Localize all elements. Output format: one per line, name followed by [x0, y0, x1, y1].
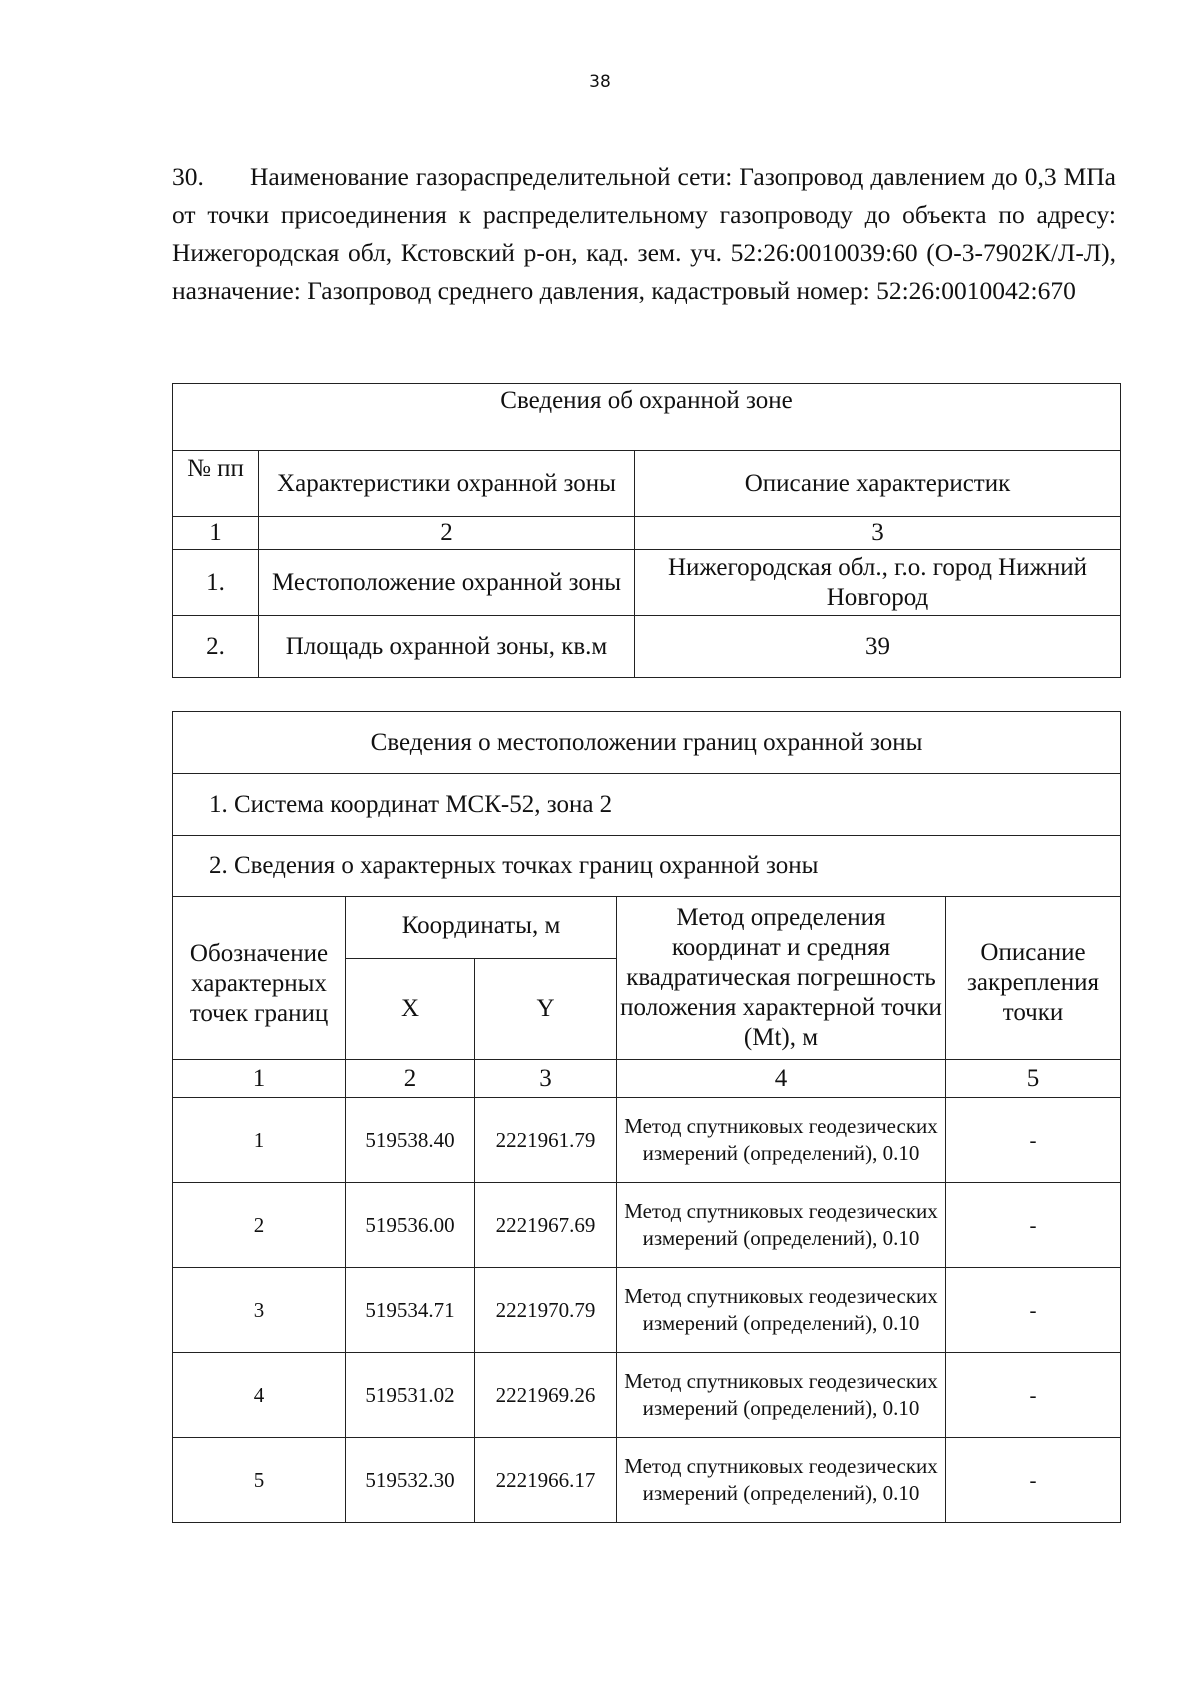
boundary-table — [172, 711, 1121, 1523]
point-id: 1 — [173, 1098, 346, 1183]
column-number: 3 — [635, 517, 1121, 550]
row-num: 2. — [173, 616, 259, 678]
row-description: Нижегородская обл., г.о. город Нижний Новгород — [635, 550, 1121, 616]
header-coordinates: Координаты, м — [346, 897, 617, 959]
column-number: 4 — [617, 1060, 946, 1098]
point-method: Метод спутниковых геодезических измерений (определений), 0.10 — [617, 1183, 946, 1268]
point-id: 2 — [173, 1183, 346, 1268]
row-characteristic: Местоположение охранной зоны — [259, 550, 635, 616]
point-method: Метод спутниковых геодезических измерений (определений), 0.10 — [617, 1098, 946, 1183]
point-y: 2221966.17 — [475, 1438, 617, 1523]
point-x: 519538.40 — [346, 1098, 475, 1183]
column-number: 1 — [173, 517, 259, 550]
row-description: 39 — [635, 616, 1121, 678]
point-x: 519534.71 — [346, 1268, 475, 1353]
column-number: 2 — [259, 517, 635, 550]
header-method: Метод определения координат и средняя квадратическая погрешность положения характерной точки (Mt), м — [617, 897, 946, 1060]
point-y: 2221961.79 — [475, 1098, 617, 1183]
points-title: 2. Сведения о характерных точках границ охранной зоны — [173, 836, 1121, 897]
header-designation: Обозначение характерных точек границ — [173, 897, 346, 1060]
header-characteristic: Характеристики охранной зоны — [259, 451, 635, 517]
point-id: 4 — [173, 1353, 346, 1438]
point-x: 519532.30 — [346, 1438, 475, 1523]
header-description: Описание характеристик — [635, 451, 1121, 517]
point-id: 3 — [173, 1268, 346, 1353]
page-number: 38 — [589, 72, 611, 92]
item-number: 30. — [172, 162, 204, 191]
header-y: Y — [475, 959, 617, 1060]
point-fixing: - — [946, 1438, 1121, 1523]
zone-info-table — [172, 383, 1121, 678]
point-method: Метод спутниковых геодезических измерений (определений), 0.10 — [617, 1353, 946, 1438]
point-fixing: - — [946, 1183, 1121, 1268]
row-characteristic: Площадь охранной зоны, кв.м — [259, 616, 635, 678]
column-number: 3 — [475, 1060, 617, 1098]
header-num: № пп — [173, 451, 259, 517]
point-fixing: - — [946, 1098, 1121, 1183]
point-id: 5 — [173, 1438, 346, 1523]
point-method: Метод спутниковых геодезических измерений (определений), 0.10 — [617, 1268, 946, 1353]
point-fixing: - — [946, 1268, 1121, 1353]
column-number: 5 — [946, 1060, 1121, 1098]
point-x: 519531.02 — [346, 1353, 475, 1438]
point-fixing: - — [946, 1353, 1121, 1438]
row-num: 1. — [173, 550, 259, 616]
point-x: 519536.00 — [346, 1183, 475, 1268]
point-y: 2221969.26 — [475, 1353, 617, 1438]
network-description-text: Наименование газораспределительной сети: Газопровод давлением до 0,3 МПа от точки присоединения к распределительному газопроводу до объекта по адресу: Нижегородская обл, Кстовский р-он, кад. зем. уч. 52:26:0010039:60 (О-3-7902К/Л-Л), назначение: Газопровод среднего давления, кадастровый номер: 52:26:0010042:670 — [172, 162, 1116, 305]
coordinate-system: 1. Система координат МСК-52, зона 2 — [173, 774, 1121, 836]
point-y: 2221967.69 — [475, 1183, 617, 1268]
column-number: 2 — [346, 1060, 475, 1098]
point-y: 2221970.79 — [475, 1268, 617, 1353]
point-method: Метод спутниковых геодезических измерений (определений), 0.10 — [617, 1438, 946, 1523]
zone-info-title: Сведения об охранной зоне — [173, 384, 1121, 451]
network-description — [172, 158, 1116, 310]
header-fixing: Описание закрепления точки — [946, 897, 1121, 1060]
boundary-title: Сведения о местоположении границ охранной зоны — [173, 712, 1121, 774]
column-number: 1 — [173, 1060, 346, 1098]
header-x: X — [346, 959, 475, 1060]
